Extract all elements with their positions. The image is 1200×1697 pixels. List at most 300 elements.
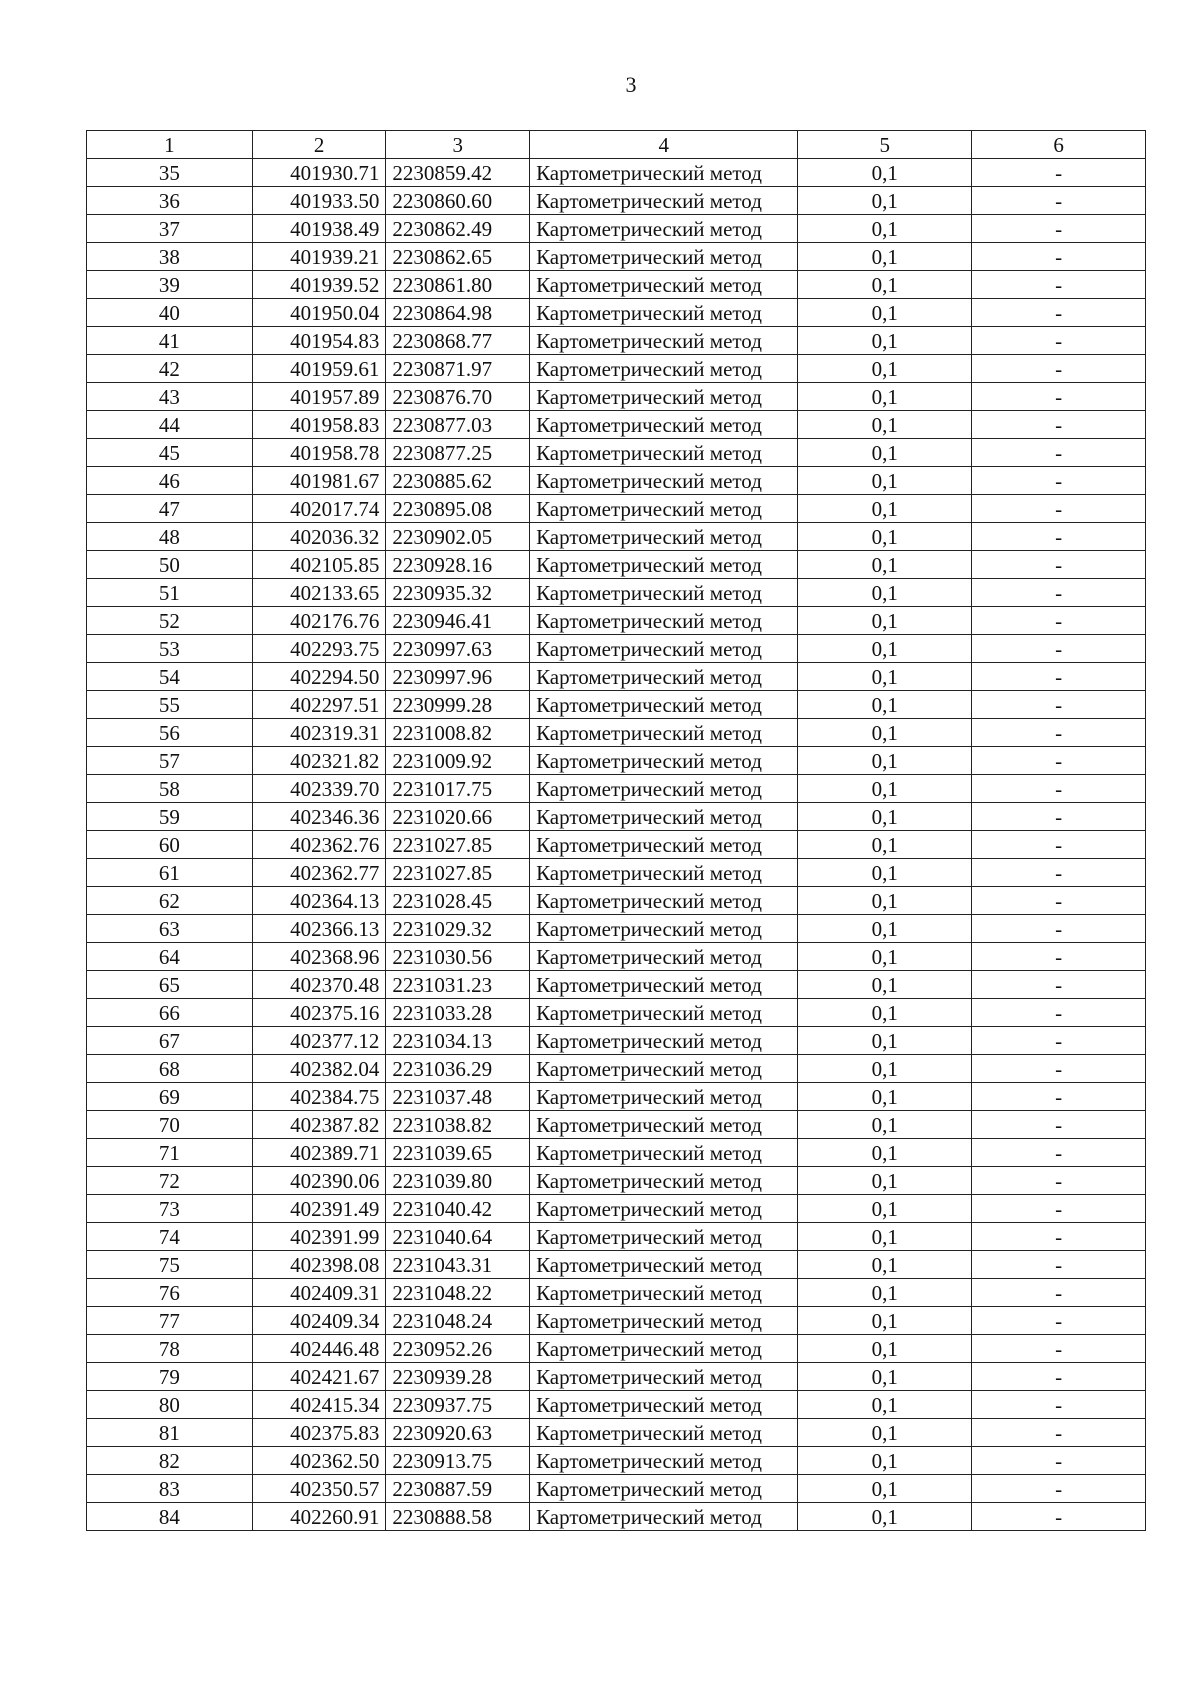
note-cell: - <box>972 1419 1146 1447</box>
x-coordinate-cell: 402017.74 <box>252 495 386 523</box>
accuracy-cell: 0,1 <box>798 523 972 551</box>
note-cell: - <box>972 1223 1146 1251</box>
y-coordinate-cell: 2231027.85 <box>386 831 530 859</box>
note-cell: - <box>972 747 1146 775</box>
y-coordinate-cell: 2230871.97 <box>386 355 530 383</box>
point-number-cell: 56 <box>87 719 253 747</box>
method-cell: Картометрический метод <box>530 1251 798 1279</box>
method-cell: Картометрический метод <box>530 1195 798 1223</box>
table-row <box>87 607 1146 635</box>
point-number-cell: 67 <box>87 1027 253 1055</box>
point-number-cell: 36 <box>87 187 253 215</box>
accuracy-cell: 0,1 <box>798 775 972 803</box>
table-row <box>87 635 1146 663</box>
table-row <box>87 1363 1146 1391</box>
point-number-cell: 62 <box>87 887 253 915</box>
x-coordinate-cell: 402176.76 <box>252 607 386 635</box>
accuracy-cell: 0,1 <box>798 1419 972 1447</box>
note-cell: - <box>972 635 1146 663</box>
method-cell: Картометрический метод <box>530 803 798 831</box>
point-number-cell: 45 <box>87 439 253 467</box>
method-cell: Картометрический метод <box>530 1139 798 1167</box>
accuracy-cell: 0,1 <box>798 1027 972 1055</box>
note-cell: - <box>972 1195 1146 1223</box>
accuracy-cell: 0,1 <box>798 663 972 691</box>
page-number: 3 <box>625 72 637 97</box>
point-number-cell: 83 <box>87 1475 253 1503</box>
table-row <box>87 719 1146 747</box>
point-number-cell: 68 <box>87 1055 253 1083</box>
method-cell: Картометрический метод <box>530 243 798 271</box>
point-number-cell: 39 <box>87 271 253 299</box>
point-number-cell: 78 <box>87 1335 253 1363</box>
y-coordinate-cell: 2230920.63 <box>386 1419 530 1447</box>
accuracy-cell: 0,1 <box>798 915 972 943</box>
table-row <box>87 775 1146 803</box>
x-coordinate-cell: 401958.83 <box>252 411 386 439</box>
point-number-cell: 58 <box>87 775 253 803</box>
point-number-cell: 47 <box>87 495 253 523</box>
x-coordinate-cell: 401938.49 <box>252 215 386 243</box>
accuracy-cell: 0,1 <box>798 719 972 747</box>
note-cell: - <box>972 1027 1146 1055</box>
x-coordinate-cell: 402364.13 <box>252 887 386 915</box>
note-cell: - <box>972 159 1146 187</box>
accuracy-cell: 0,1 <box>798 411 972 439</box>
y-coordinate-cell: 2230999.28 <box>386 691 530 719</box>
point-number-cell: 81 <box>87 1419 253 1447</box>
note-cell: - <box>972 579 1146 607</box>
table-row <box>87 187 1146 215</box>
accuracy-cell: 0,1 <box>798 887 972 915</box>
y-coordinate-cell: 2231048.22 <box>386 1279 530 1307</box>
method-cell: Картометрический метод <box>530 187 798 215</box>
point-number-cell: 35 <box>87 159 253 187</box>
note-cell: - <box>972 775 1146 803</box>
accuracy-cell: 0,1 <box>798 551 972 579</box>
point-number-cell: 84 <box>87 1503 253 1531</box>
accuracy-cell: 0,1 <box>798 999 972 1027</box>
accuracy-cell: 0,1 <box>798 467 972 495</box>
y-coordinate-cell: 2230946.41 <box>386 607 530 635</box>
note-cell: - <box>972 971 1146 999</box>
method-cell: Картометрический метод <box>530 1223 798 1251</box>
y-coordinate-cell: 2230895.08 <box>386 495 530 523</box>
x-coordinate-cell: 402346.36 <box>252 803 386 831</box>
y-coordinate-cell: 2230928.16 <box>386 551 530 579</box>
point-number-cell: 64 <box>87 943 253 971</box>
table-row <box>87 215 1146 243</box>
y-coordinate-cell: 2230877.03 <box>386 411 530 439</box>
table-row <box>87 663 1146 691</box>
method-cell: Картометрический метод <box>530 747 798 775</box>
y-coordinate-cell: 2231036.29 <box>386 1055 530 1083</box>
table-row <box>87 383 1146 411</box>
note-cell: - <box>972 243 1146 271</box>
method-cell: Картометрический метод <box>530 1111 798 1139</box>
point-number-cell: 54 <box>87 663 253 691</box>
accuracy-cell: 0,1 <box>798 971 972 999</box>
point-number-cell: 42 <box>87 355 253 383</box>
table-body <box>87 159 1146 1531</box>
x-coordinate-cell: 402391.49 <box>252 1195 386 1223</box>
table-row <box>87 999 1146 1027</box>
y-coordinate-cell: 2231034.13 <box>386 1027 530 1055</box>
x-coordinate-cell: 402321.82 <box>252 747 386 775</box>
x-coordinate-cell: 401933.50 <box>252 187 386 215</box>
accuracy-cell: 0,1 <box>798 439 972 467</box>
y-coordinate-cell: 2230937.75 <box>386 1391 530 1419</box>
table-row <box>87 1391 1146 1419</box>
x-coordinate-cell: 402339.70 <box>252 775 386 803</box>
accuracy-cell: 0,1 <box>798 355 972 383</box>
accuracy-cell: 0,1 <box>798 1503 972 1531</box>
point-number-cell: 66 <box>87 999 253 1027</box>
y-coordinate-cell: 2231040.64 <box>386 1223 530 1251</box>
table-row <box>87 747 1146 775</box>
column-header: 6 <box>972 131 1146 159</box>
table-row <box>87 1279 1146 1307</box>
note-cell: - <box>972 831 1146 859</box>
method-cell: Картометрический метод <box>530 299 798 327</box>
x-coordinate-cell: 402446.48 <box>252 1335 386 1363</box>
point-number-cell: 55 <box>87 691 253 719</box>
table-row <box>87 1083 1146 1111</box>
accuracy-cell: 0,1 <box>798 1307 972 1335</box>
x-coordinate-cell: 402421.67 <box>252 1363 386 1391</box>
accuracy-cell: 0,1 <box>798 859 972 887</box>
method-cell: Картометрический метод <box>530 887 798 915</box>
point-number-cell: 46 <box>87 467 253 495</box>
table-row <box>87 523 1146 551</box>
note-cell: - <box>972 215 1146 243</box>
method-cell: Картометрический метод <box>530 1363 798 1391</box>
method-cell: Картометрический метод <box>530 1391 798 1419</box>
column-header: 5 <box>798 131 972 159</box>
method-cell: Картометрический метод <box>530 467 798 495</box>
method-cell: Картометрический метод <box>530 663 798 691</box>
accuracy-cell: 0,1 <box>798 1055 972 1083</box>
y-coordinate-cell: 2230877.25 <box>386 439 530 467</box>
method-cell: Картометрический метод <box>530 999 798 1027</box>
x-coordinate-cell: 402133.65 <box>252 579 386 607</box>
x-coordinate-cell: 402415.34 <box>252 1391 386 1419</box>
table-row <box>87 1419 1146 1447</box>
point-number-cell: 59 <box>87 803 253 831</box>
y-coordinate-cell: 2230997.63 <box>386 635 530 663</box>
point-number-cell: 57 <box>87 747 253 775</box>
method-cell: Картометрический метод <box>530 1279 798 1307</box>
note-cell: - <box>972 355 1146 383</box>
table-row <box>87 1335 1146 1363</box>
y-coordinate-cell: 2231017.75 <box>386 775 530 803</box>
point-number-cell: 75 <box>87 1251 253 1279</box>
accuracy-cell: 0,1 <box>798 159 972 187</box>
method-cell: Картометрический метод <box>530 635 798 663</box>
x-coordinate-cell: 402409.31 <box>252 1279 386 1307</box>
note-cell: - <box>972 439 1146 467</box>
table-row <box>87 1167 1146 1195</box>
y-coordinate-cell: 2231048.24 <box>386 1307 530 1335</box>
method-cell: Картометрический метод <box>530 355 798 383</box>
y-coordinate-cell: 2230868.77 <box>386 327 530 355</box>
accuracy-cell: 0,1 <box>798 1447 972 1475</box>
accuracy-cell: 0,1 <box>798 1083 972 1111</box>
table-row <box>87 1195 1146 1223</box>
y-coordinate-cell: 2230997.96 <box>386 663 530 691</box>
note-cell: - <box>972 495 1146 523</box>
note-cell: - <box>972 187 1146 215</box>
table-row <box>87 467 1146 495</box>
accuracy-cell: 0,1 <box>798 691 972 719</box>
point-number-cell: 69 <box>87 1083 253 1111</box>
table-row <box>87 971 1146 999</box>
note-cell: - <box>972 719 1146 747</box>
point-number-cell: 51 <box>87 579 253 607</box>
accuracy-cell: 0,1 <box>798 943 972 971</box>
method-cell: Картометрический метод <box>530 1447 798 1475</box>
method-cell: Картометрический метод <box>530 551 798 579</box>
method-cell: Картометрический метод <box>530 831 798 859</box>
point-number-cell: 82 <box>87 1447 253 1475</box>
point-number-cell: 70 <box>87 1111 253 1139</box>
note-cell: - <box>972 523 1146 551</box>
note-cell: - <box>972 1167 1146 1195</box>
point-number-cell: 63 <box>87 915 253 943</box>
method-cell: Картометрический метод <box>530 1055 798 1083</box>
table-row <box>87 1027 1146 1055</box>
x-coordinate-cell: 402389.71 <box>252 1139 386 1167</box>
point-number-cell: 65 <box>87 971 253 999</box>
note-cell: - <box>972 943 1146 971</box>
point-number-cell: 40 <box>87 299 253 327</box>
x-coordinate-cell: 402260.91 <box>252 1503 386 1531</box>
table-row <box>87 1251 1146 1279</box>
accuracy-cell: 0,1 <box>798 327 972 355</box>
note-cell: - <box>972 1475 1146 1503</box>
table-row <box>87 1307 1146 1335</box>
accuracy-cell: 0,1 <box>798 1167 972 1195</box>
y-coordinate-cell: 2230864.98 <box>386 299 530 327</box>
x-coordinate-cell: 402384.75 <box>252 1083 386 1111</box>
note-cell: - <box>972 1083 1146 1111</box>
x-coordinate-cell: 401939.21 <box>252 243 386 271</box>
method-cell: Картометрический метод <box>530 271 798 299</box>
table-row <box>87 551 1146 579</box>
y-coordinate-cell: 2230939.28 <box>386 1363 530 1391</box>
note-cell: - <box>972 299 1146 327</box>
table-row <box>87 943 1146 971</box>
note-cell: - <box>972 1139 1146 1167</box>
accuracy-cell: 0,1 <box>798 1475 972 1503</box>
y-coordinate-cell: 2231009.92 <box>386 747 530 775</box>
y-coordinate-cell: 2231029.32 <box>386 915 530 943</box>
table-row <box>87 411 1146 439</box>
x-coordinate-cell: 402382.04 <box>252 1055 386 1083</box>
point-number-cell: 48 <box>87 523 253 551</box>
method-cell: Картометрический метод <box>530 1307 798 1335</box>
accuracy-cell: 0,1 <box>798 1251 972 1279</box>
note-cell: - <box>972 915 1146 943</box>
table-row <box>87 915 1146 943</box>
accuracy-cell: 0,1 <box>798 495 972 523</box>
note-cell: - <box>972 1391 1146 1419</box>
y-coordinate-cell: 2230902.05 <box>386 523 530 551</box>
x-coordinate-cell: 401958.78 <box>252 439 386 467</box>
method-cell: Картометрический метод <box>530 495 798 523</box>
method-cell: Картометрический метод <box>530 915 798 943</box>
accuracy-cell: 0,1 <box>798 383 972 411</box>
table-row <box>87 803 1146 831</box>
y-coordinate-cell: 2231027.85 <box>386 859 530 887</box>
y-coordinate-cell: 2230859.42 <box>386 159 530 187</box>
method-cell: Картометрический метод <box>530 691 798 719</box>
table-row <box>87 691 1146 719</box>
y-coordinate-cell: 2231039.80 <box>386 1167 530 1195</box>
note-cell: - <box>972 327 1146 355</box>
y-coordinate-cell: 2230888.58 <box>386 1503 530 1531</box>
method-cell: Картометрический метод <box>530 411 798 439</box>
x-coordinate-cell: 402377.12 <box>252 1027 386 1055</box>
x-coordinate-cell: 402390.06 <box>252 1167 386 1195</box>
note-cell: - <box>972 467 1146 495</box>
table-row <box>87 1475 1146 1503</box>
note-cell: - <box>972 1251 1146 1279</box>
method-cell: Картометрический метод <box>530 159 798 187</box>
accuracy-cell: 0,1 <box>798 1139 972 1167</box>
x-coordinate-cell: 402362.50 <box>252 1447 386 1475</box>
note-cell: - <box>972 383 1146 411</box>
accuracy-cell: 0,1 <box>798 1335 972 1363</box>
accuracy-cell: 0,1 <box>798 187 972 215</box>
y-coordinate-cell: 2230862.49 <box>386 215 530 243</box>
x-coordinate-cell: 402350.57 <box>252 1475 386 1503</box>
y-coordinate-cell: 2231033.28 <box>386 999 530 1027</box>
note-cell: - <box>972 1363 1146 1391</box>
accuracy-cell: 0,1 <box>798 1195 972 1223</box>
table-row <box>87 1447 1146 1475</box>
point-number-cell: 37 <box>87 215 253 243</box>
accuracy-cell: 0,1 <box>798 1279 972 1307</box>
x-coordinate-cell: 401957.89 <box>252 383 386 411</box>
point-number-cell: 73 <box>87 1195 253 1223</box>
accuracy-cell: 0,1 <box>798 215 972 243</box>
method-cell: Картометрический метод <box>530 943 798 971</box>
x-coordinate-cell: 402368.96 <box>252 943 386 971</box>
accuracy-cell: 0,1 <box>798 607 972 635</box>
y-coordinate-cell: 2230952.26 <box>386 1335 530 1363</box>
x-coordinate-cell: 402319.31 <box>252 719 386 747</box>
table-row <box>87 271 1146 299</box>
y-coordinate-cell: 2231020.66 <box>386 803 530 831</box>
note-cell: - <box>972 859 1146 887</box>
coordinates-table <box>86 130 1146 1531</box>
note-cell: - <box>972 1111 1146 1139</box>
point-number-cell: 52 <box>87 607 253 635</box>
method-cell: Картометрический метод <box>530 1083 798 1111</box>
column-header: 3 <box>386 131 530 159</box>
header-row <box>87 131 1146 159</box>
y-coordinate-cell: 2230861.80 <box>386 271 530 299</box>
accuracy-cell: 0,1 <box>798 747 972 775</box>
accuracy-cell: 0,1 <box>798 299 972 327</box>
method-cell: Картометрический метод <box>530 439 798 467</box>
point-number-cell: 76 <box>87 1279 253 1307</box>
method-cell: Картометрический метод <box>530 1475 798 1503</box>
x-coordinate-cell: 402398.08 <box>252 1251 386 1279</box>
method-cell: Картометрический метод <box>530 719 798 747</box>
accuracy-cell: 0,1 <box>798 803 972 831</box>
y-coordinate-cell: 2231028.45 <box>386 887 530 915</box>
table-row <box>87 299 1146 327</box>
point-number-cell: 50 <box>87 551 253 579</box>
method-cell: Картометрический метод <box>530 327 798 355</box>
accuracy-cell: 0,1 <box>798 1223 972 1251</box>
note-cell: - <box>972 1307 1146 1335</box>
note-cell: - <box>972 1055 1146 1083</box>
note-cell: - <box>972 887 1146 915</box>
y-coordinate-cell: 2230862.65 <box>386 243 530 271</box>
accuracy-cell: 0,1 <box>798 635 972 663</box>
note-cell: - <box>972 1447 1146 1475</box>
x-coordinate-cell: 401950.04 <box>252 299 386 327</box>
note-cell: - <box>972 607 1146 635</box>
note-cell: - <box>972 411 1146 439</box>
y-coordinate-cell: 2231043.31 <box>386 1251 530 1279</box>
method-cell: Картометрический метод <box>530 579 798 607</box>
method-cell: Картометрический метод <box>530 1503 798 1531</box>
y-coordinate-cell: 2230913.75 <box>386 1447 530 1475</box>
method-cell: Картометрический метод <box>530 1027 798 1055</box>
table-row <box>87 859 1146 887</box>
column-header: 2 <box>252 131 386 159</box>
x-coordinate-cell: 402362.76 <box>252 831 386 859</box>
method-cell: Картометрический метод <box>530 1419 798 1447</box>
note-cell: - <box>972 691 1146 719</box>
accuracy-cell: 0,1 <box>798 271 972 299</box>
accuracy-cell: 0,1 <box>798 1363 972 1391</box>
x-coordinate-cell: 402362.77 <box>252 859 386 887</box>
point-number-cell: 43 <box>87 383 253 411</box>
y-coordinate-cell: 2231031.23 <box>386 971 530 999</box>
note-cell: - <box>972 999 1146 1027</box>
x-coordinate-cell: 402375.83 <box>252 1419 386 1447</box>
y-coordinate-cell: 2231030.56 <box>386 943 530 971</box>
x-coordinate-cell: 402366.13 <box>252 915 386 943</box>
table-row <box>87 1139 1146 1167</box>
x-coordinate-cell: 402370.48 <box>252 971 386 999</box>
point-number-cell: 38 <box>87 243 253 271</box>
table-row <box>87 831 1146 859</box>
table-row <box>87 243 1146 271</box>
table-row <box>87 1055 1146 1083</box>
note-cell: - <box>972 803 1146 831</box>
accuracy-cell: 0,1 <box>798 243 972 271</box>
point-number-cell: 71 <box>87 1139 253 1167</box>
point-number-cell: 60 <box>87 831 253 859</box>
accuracy-cell: 0,1 <box>798 1111 972 1139</box>
table-row <box>87 1111 1146 1139</box>
y-coordinate-cell: 2231039.65 <box>386 1139 530 1167</box>
accuracy-cell: 0,1 <box>798 1391 972 1419</box>
method-cell: Картометрический метод <box>530 1167 798 1195</box>
x-coordinate-cell: 401930.71 <box>252 159 386 187</box>
point-number-cell: 80 <box>87 1391 253 1419</box>
table-row <box>87 327 1146 355</box>
x-coordinate-cell: 402294.50 <box>252 663 386 691</box>
method-cell: Картометрический метод <box>530 971 798 999</box>
accuracy-cell: 0,1 <box>798 579 972 607</box>
